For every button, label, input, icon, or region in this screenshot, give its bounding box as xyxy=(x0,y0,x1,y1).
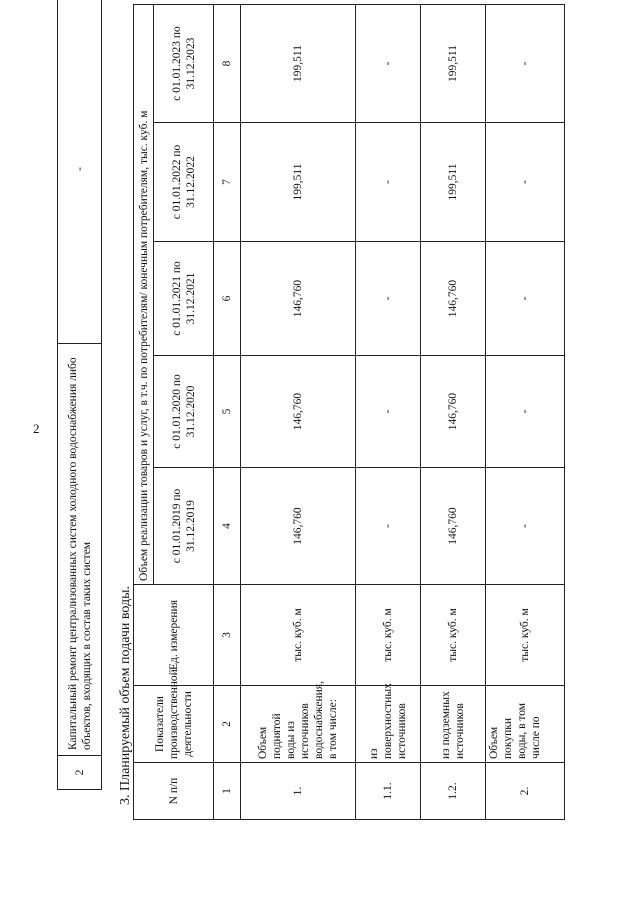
header-indicator: Показатели производственной деятельности xyxy=(134,686,214,763)
row-value: 146,760 xyxy=(421,356,486,468)
row-value: 146,760 xyxy=(421,242,486,356)
column-number: 7 xyxy=(214,123,241,242)
row-number: 1.2. xyxy=(421,763,486,820)
water-supply-volume-table xyxy=(133,4,565,820)
row-number: 1. xyxy=(241,763,356,820)
header-period: с 01.01.2022 по 31.12.2022 xyxy=(154,123,214,242)
row-value: - xyxy=(58,0,102,344)
table-row xyxy=(356,4,421,819)
row-indicator: из поверхностных источников xyxy=(356,686,421,763)
row-indicator: из подземных источников xyxy=(421,686,486,763)
row-unit: тыс. куб. м xyxy=(486,585,565,686)
header-period: с 01.01.2021 по 31.12.2021 xyxy=(154,242,214,356)
row-value: 146,760 xyxy=(241,356,356,468)
column-number: 3 xyxy=(214,585,241,686)
table-row xyxy=(486,4,565,819)
row-value: - xyxy=(356,242,421,356)
row-value: 199,511 xyxy=(241,123,356,242)
column-number: 6 xyxy=(214,242,241,356)
row-unit: тыс. куб. м xyxy=(356,585,421,686)
column-number: 2 xyxy=(214,686,241,763)
row-value: - xyxy=(486,356,565,468)
row-value: - xyxy=(356,468,421,585)
header-period: с 01.01.2023 по 31.12.2023 xyxy=(154,4,214,122)
row-value: - xyxy=(486,468,565,585)
row-value: 199,511 xyxy=(421,123,486,242)
table-row xyxy=(58,0,102,790)
row-value: - xyxy=(356,123,421,242)
row-value: 146,760 xyxy=(241,468,356,585)
row-indicator: Объем покупки воды, в том числе по xyxy=(486,686,565,763)
row-value: - xyxy=(356,356,421,468)
column-numbers-row xyxy=(214,4,241,819)
row-value: 146,760 xyxy=(421,468,486,585)
header-period: с 01.01.2019 по 31.12.2019 xyxy=(154,468,214,585)
column-number: 4 xyxy=(214,468,241,585)
page-number: 2 xyxy=(33,421,40,436)
header-period: с 01.01.2020 по 31.12.2020 xyxy=(154,356,214,468)
row-number: 2 xyxy=(58,756,102,790)
section-title: 3. Планируемый объем подачи воды. xyxy=(118,585,133,805)
row-unit: тыс. куб. м xyxy=(241,585,356,686)
row-value: - xyxy=(486,123,565,242)
row-number: 2. xyxy=(486,763,565,820)
column-number: 5 xyxy=(214,356,241,468)
row-indicator: Объем поднятой воды из источников водоснабжения, в том числе: xyxy=(241,686,356,763)
row-value: 199,511 xyxy=(241,4,356,122)
row-value: - xyxy=(356,4,421,122)
header-row xyxy=(134,4,154,819)
row-value: 199,511 xyxy=(421,4,486,122)
row-value: - xyxy=(486,242,565,356)
row-unit: тыс. куб. м xyxy=(421,585,486,686)
table-row xyxy=(421,4,486,819)
row-value: - xyxy=(486,4,565,122)
row-value: 146,760 xyxy=(241,242,356,356)
column-number: 8 xyxy=(214,4,241,122)
header-group: Объем реализации товаров и услуг, в т.ч. по потребителям/ конечным потребителям, тыс. куб. м xyxy=(134,4,154,584)
row-description: Капитальный ремонт централизованных систем холодного водоснабжения либо объектов, входящих в состав таких систем xyxy=(58,344,102,756)
column-number: 1 xyxy=(214,763,241,820)
row-number: 1.1. xyxy=(356,763,421,820)
header-unit: Ед. измерения xyxy=(134,585,214,686)
capital-repair-table xyxy=(57,0,102,790)
table-row xyxy=(241,4,356,819)
header-no: N п/п xyxy=(134,763,214,820)
